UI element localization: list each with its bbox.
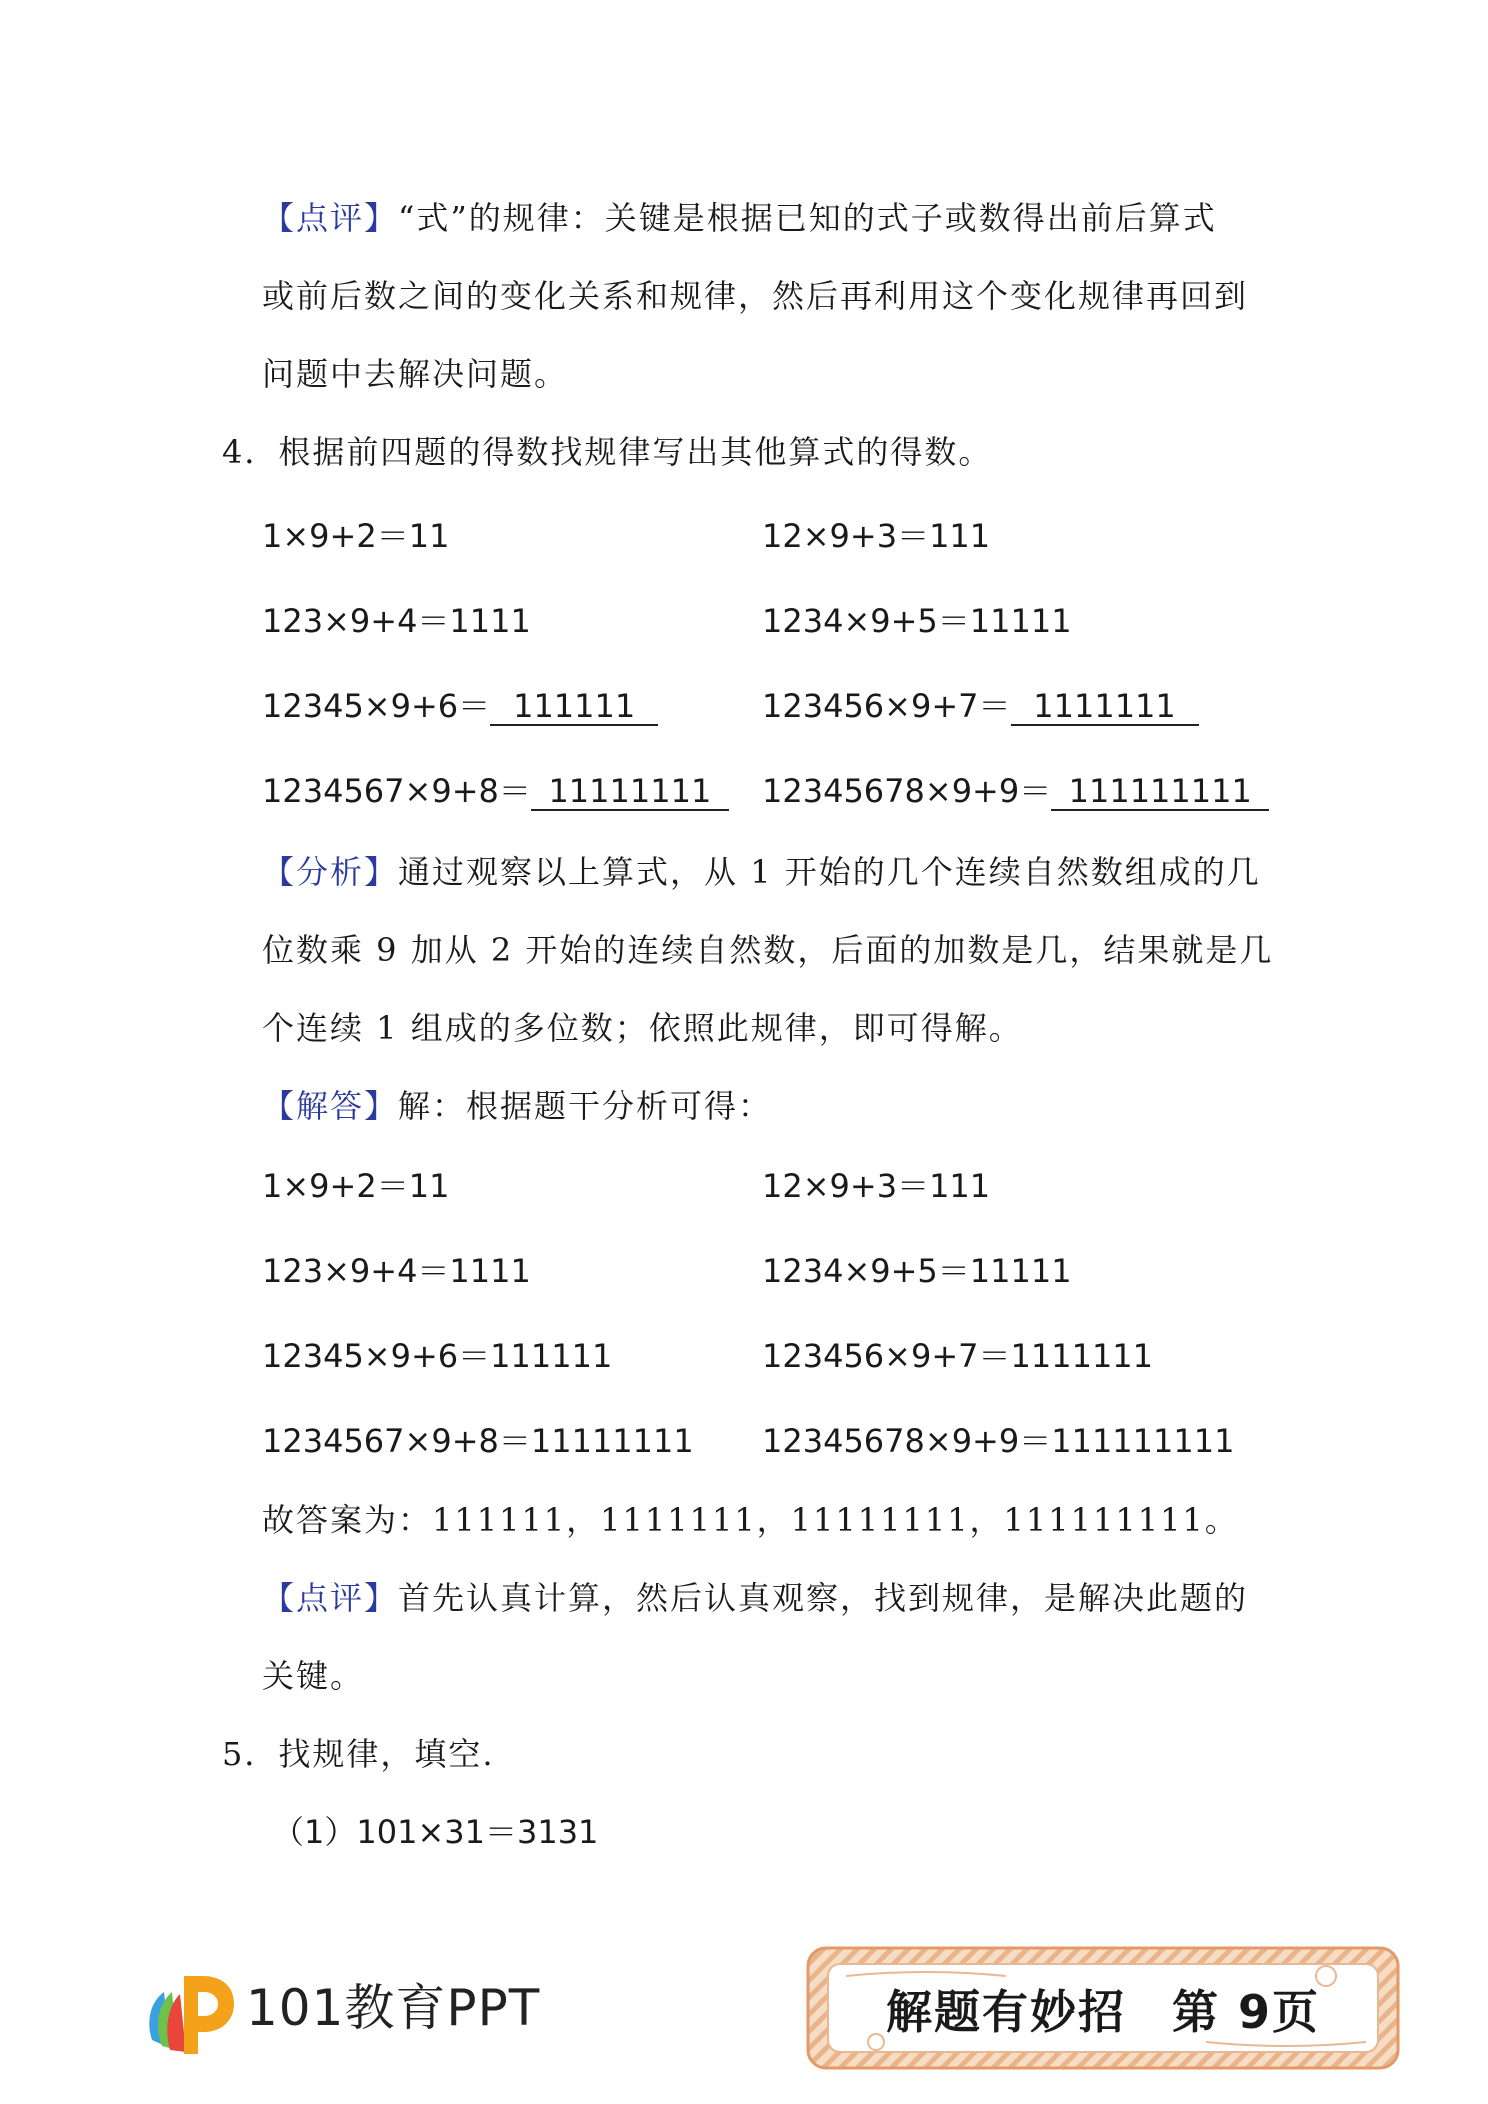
brand-name: 101教育PPT	[246, 1979, 541, 2037]
q4-answer-eq1-left: 1×9+2＝11	[262, 1167, 450, 1205]
review1-text1: “式”的规律：关键是根据已知的式子或数得出前后算式	[398, 199, 1217, 237]
q4-answer-eq3-right: 123456×9+7＝1111111	[762, 1337, 1154, 1375]
q4-eq1-right: 12×9+3＝111	[762, 517, 991, 555]
q4-blank1-left	[262, 686, 658, 726]
q4-answer-eq3-left: 12345×9+6＝111111	[262, 1337, 613, 1375]
q4-answer-intro-text: 解：根据题干分析可得：	[398, 1087, 773, 1125]
q4-answer-eq4-right: 12345678×9+9＝111111111	[762, 1422, 1235, 1460]
q4-analysis-line3: 个连续 1 组成的多位数；依照此规律，即可得解。	[262, 1009, 1023, 1047]
page-number: 第 9页	[1171, 1985, 1321, 2039]
review-tag: 【点评】	[262, 199, 399, 237]
answer-tag: 【解答】	[262, 1087, 399, 1125]
q4-blank2-right-answer: 111111111	[1051, 773, 1269, 811]
q4-answer-eq2-right: 1234×9+5＝11111	[762, 1252, 1072, 1290]
q4-blank1-right	[762, 686, 1199, 726]
q4-analysis-text1: 通过观察以上算式，从 1 开始的几个连续自然数组成的几	[398, 853, 1261, 891]
review1-line2: 或前后数之间的变化关系和规律，然后再利用这个变化规律再回到	[262, 277, 1249, 315]
q4-blank1-right-expr: 123456×9+7＝	[762, 687, 1011, 725]
q4-eq2-right: 1234×9+5＝11111	[762, 602, 1072, 640]
q4-blank2-left-answer: 11111111	[531, 773, 729, 811]
q4-review-line1	[262, 1578, 1248, 1618]
q5-item1: （1）101×31＝3131	[272, 1813, 599, 1851]
q4-blank2-left	[262, 771, 729, 811]
q4-blank1-left-answer: 111111	[490, 688, 658, 726]
q4-analysis-line2: 位数乘 9 加从 2 开始的连续自然数，后面的加数是几，结果就是几	[262, 931, 1274, 969]
q4-blank2-right	[762, 771, 1269, 811]
q4-eq1-left: 1×9+2＝11	[262, 517, 450, 555]
q4-review-line2: 关键。	[262, 1657, 365, 1695]
brand-logo-icon	[140, 1962, 240, 2062]
q4-blank1-right-answer: 1111111	[1011, 688, 1199, 726]
q4-answer-eq1-right: 12×9+3＝111	[762, 1167, 991, 1205]
review1-line3: 问题中去解决问题。	[262, 355, 569, 393]
q4-eq2-left: 123×9+4＝1111	[262, 602, 531, 640]
page-badge	[806, 1984, 1400, 2040]
badge-title: 解题有妙招	[885, 1985, 1126, 2039]
q4-blank2-right-expr: 12345678×9+9＝	[762, 772, 1052, 810]
q4-answer-intro	[262, 1086, 772, 1126]
q5-title: 5．找规律，填空.	[222, 1735, 495, 1773]
review1-line1	[262, 198, 1217, 238]
q4-blank1-left-expr: 12345×9+6＝	[262, 687, 491, 725]
q4-analysis-line1	[262, 852, 1261, 892]
analysis-tag: 【分析】	[262, 853, 399, 891]
q4-conclusion: 故答案为：111111，1111111，11111111，111111111。	[262, 1501, 1239, 1539]
review-tag-2: 【点评】	[262, 1579, 399, 1617]
q4-answer-eq4-left: 1234567×9+8＝11111111	[262, 1422, 694, 1460]
q4-answer-eq2-left: 123×9+4＝1111	[262, 1252, 531, 1290]
q4-title: 4．根据前四题的得数找规律写出其他算式的得数。	[222, 433, 993, 471]
q4-blank2-left-expr: 1234567×9+8＝	[262, 772, 531, 810]
q4-review-text1: 首先认真计算，然后认真观察，找到规律，是解决此题的	[398, 1579, 1249, 1617]
